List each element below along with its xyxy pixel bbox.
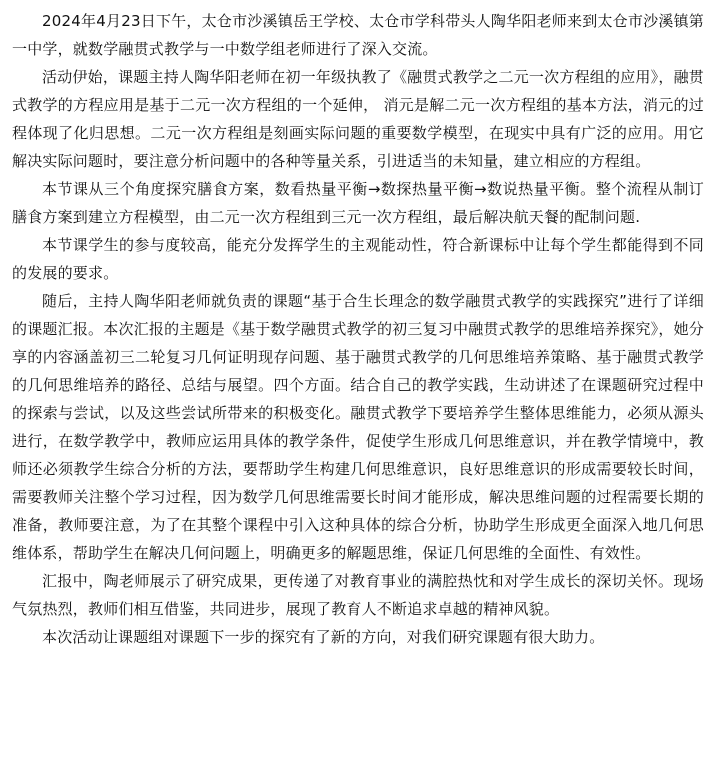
paragraph-report-effect: 汇报中，陶老师展示了研究成果，更传递了对教育事业的满腔热忱和对学生成长的深切关怀。现场气氛热烈，教师们相互借鉴，共同进步，展现了教育人不断追求卓越的精神风貌。 xyxy=(12,572,704,618)
paragraph-conclusion: 本次活动让课题组对课题下一步的探究有了新的方向，对我们研究课题有很大助力。 xyxy=(42,628,605,646)
paragraph-lesson: 活动伊始，课题主持人陶华阳老师在初一年级执教了《融贯式教学之二元一次方程组的应用》，融贯式教学的方程应用是基于二元一次方程组的一个延伸， 消元是解二元一次方程组的基本方法，消元的过程体现了化归思想。二元一次方程组是刻画实际问题的重要数学模型，在现实中具有广泛的应用。用它解决实际问题时，要注意分析问题中的各种等量关系，引进适当的未知量，建立相应的方程组。 xyxy=(12,68,704,170)
paragraph-report: 随后，主持人陶华阳老师就负责的课题“基于合生长理念的数学融贯式教学的实践探究”进行了详细的课题汇报。本次汇报的主题是《基于数学融贯式教学的初三复习中融贯式教学的思维培养探究》，她分享的内容涵盖初三二轮复习几何证明现存问题、基于融贯式教学的几何思维培养策略、基于融贯式教学的几何思维培养的路径、总结与展望。四个方面。结合自己的教学实践，生动讲述了在课题研究过程中的探索与尝试，以及这些尝试所带来的积极变化。融贯式教学下要培养学生整体思维能力，必须从源头进行，在数学教学中，教师应运用具体的教学条件，促使学生形成几何思维意识，并在教学情境中，教师还必须教学生综合分析的方法，要帮助学生构建几何思维意识，良好思维意识的形成需要较长时间，需要教师关注整个学习过程，因为数学几何思维需要长时间才能形成，解决思维问题的过程需要长期的准备，教师要注意，为了在其整个课程中引入这种具体的综合分析，协助学生形成更全面深入地几何思维体系，帮助学生在解决几何问题上，明确更多的解题思维，保证几何思维的全面性、有效性。 xyxy=(12,292,704,562)
paragraph-participation: 本节课学生的参与度较高，能充分发挥学生的主观能动性，符合新课标中让每个学生都能得到不同的发展的要求。 xyxy=(12,236,704,282)
paragraph-lesson-flow: 本节课从三个角度探究膳食方案，数看热量平衡→数探热量平衡→数说热量平衡。整个流程从制订膳食方案到建立方程模型，由二元一次方程组到三元一次方程组，最后解决航天餐的配制问题. xyxy=(12,180,704,226)
paragraph-intro: 2024年4月23日下午，太仓市沙溪镇岳王学校、太仓市学科带头人陶华阳老师来到太仓市沙溪镇第一中学，就数学融贯式教学与一中数学组老师进行了深入交流。 xyxy=(12,12,704,58)
